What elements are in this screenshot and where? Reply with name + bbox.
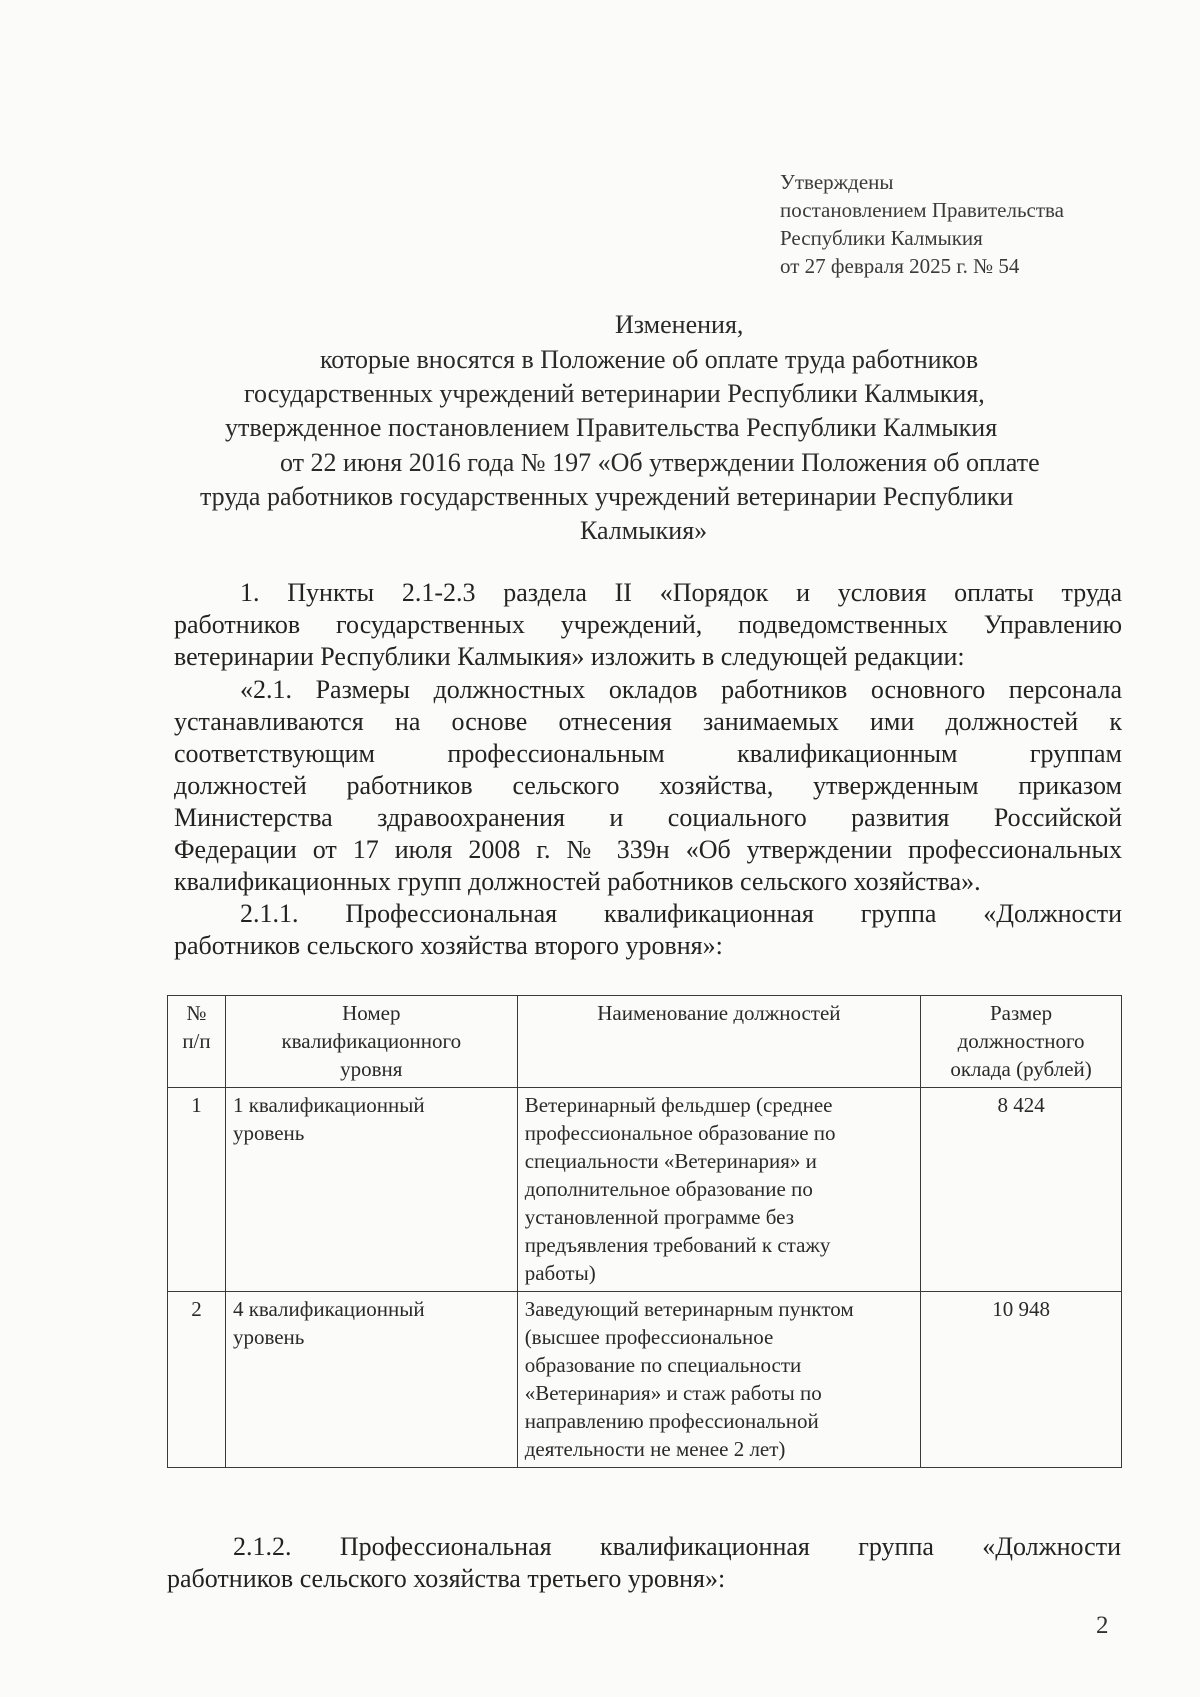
paragraph-line: работников государственных учреждений, подведомственных Управлению xyxy=(174,610,1122,639)
title-line: Изменения, xyxy=(615,310,744,339)
table-row xyxy=(168,1088,1122,1292)
paragraph-line: «2.1. Размеры должностных окладов работников основного персонала xyxy=(240,675,1122,704)
cell-salary: 10 948 xyxy=(921,1292,1122,1468)
paragraph-line: должностей работников сельского хозяйства, утвержденным приказом xyxy=(174,771,1122,800)
title-line: от 22 июня 2016 года № 197 «Об утверждении Положения об оплате xyxy=(280,448,1040,477)
paragraph-line: работников сельского хозяйства третьего уровня»: xyxy=(167,1564,726,1593)
paragraph-line: Министерства здравоохранения и социального развития Российской xyxy=(174,803,1122,832)
cell-level: 4 квалификационный уровень xyxy=(225,1292,517,1468)
cell-level: 1 квалификационный уровень xyxy=(225,1088,517,1292)
header-salary: Размер должностного оклада (рублей) xyxy=(921,996,1122,1088)
table-header-row xyxy=(168,996,1122,1088)
paragraph-line: устанавливаются на основе отнесения занимаемых ими должностей к xyxy=(174,707,1122,736)
cell-num: 1 xyxy=(168,1088,226,1292)
header-num: № п/п xyxy=(168,996,226,1088)
paragraph-line: соответствующим профессиональным квалификационным группам xyxy=(174,739,1122,768)
cell-num: 2 xyxy=(168,1292,226,1468)
approval-line: постановлением Правительства xyxy=(780,198,1065,222)
approval-line: от 27 февраля 2025 г. № 54 xyxy=(780,254,1020,278)
paragraph-line: квалификационных групп должностей работников сельского хозяйства». xyxy=(174,867,981,896)
header-level: Номер квалификационного уровня xyxy=(225,996,517,1088)
cell-name: Ветеринарный фельдшер (среднее профессиональное образование по специальности «Ветеринария» и дополнительное образование по установленной программе без предъявления требований к стажу работы) xyxy=(517,1088,920,1292)
title-line: утвержденное постановлением Правительства Республики Калмыкия xyxy=(225,413,998,442)
table-row xyxy=(168,1292,1122,1468)
paragraph-line: Федерации от 17 июля 2008 г. № 339н «Об утверждении профессиональных xyxy=(174,835,1122,864)
paragraph-line: работников сельского хозяйства второго уровня»: xyxy=(174,931,723,960)
page-number: 2 xyxy=(1096,1612,1109,1639)
paragraph-line: ветеринарии Республики Калмыкия» изложить в следующей редакции: xyxy=(174,642,965,671)
title-line: государственных учреждений ветеринарии Республики Калмыкия, xyxy=(244,379,985,408)
cell-salary: 8 424 xyxy=(921,1088,1122,1292)
approval-line: Республики Калмыкия xyxy=(780,226,983,250)
salary-table xyxy=(167,995,1122,1468)
title-line: труда работников государственных учреждений ветеринарии Республики xyxy=(200,482,1014,511)
cell-name: Заведующий ветеринарным пунктом (высшее профессиональное образование по специальности «Ветеринария» и стаж работы по направлению профессиональной деятельности не менее 2 лет) xyxy=(517,1292,920,1468)
title-line: которые вносятся в Положение об оплате труда работников xyxy=(320,345,979,374)
paragraph-line: 1. Пункты 2.1-2.3 раздела II «Порядок и условия оплаты труда xyxy=(240,578,1122,607)
paragraph-line: 2.1.1. Профессиональная квалификационная группа «Должности xyxy=(240,899,1122,928)
paragraph-line: 2.1.2. Профессиональная квалификационная группа «Должности xyxy=(233,1532,1121,1561)
approval-line: Утверждены xyxy=(780,170,894,194)
header-name: Наименование должностей xyxy=(517,996,920,1088)
approval-block xyxy=(780,168,1064,280)
title-line: Калмыкия» xyxy=(580,516,708,545)
